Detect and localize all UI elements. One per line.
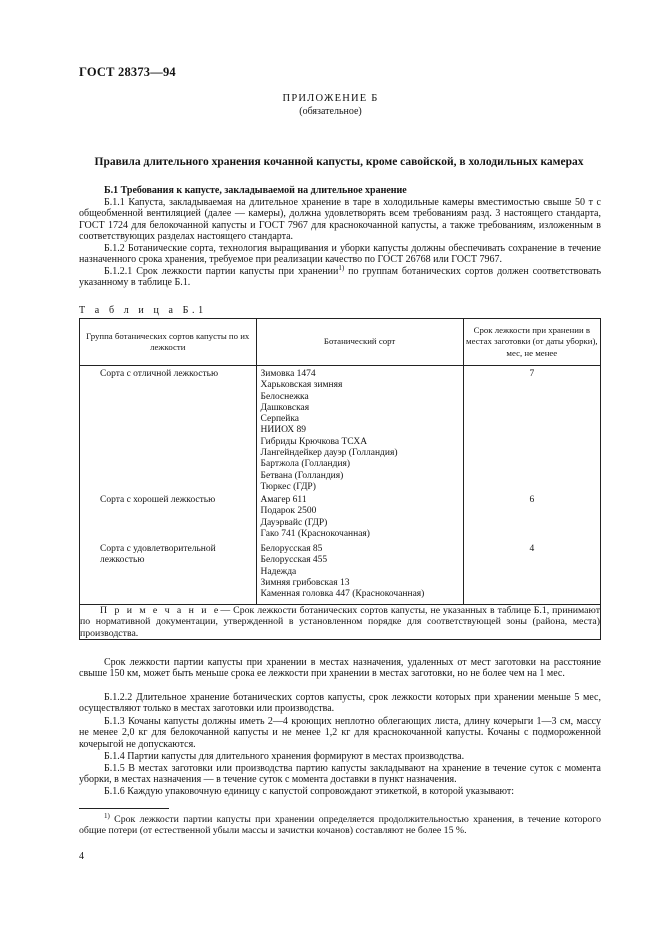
table-note-row	[80, 605, 601, 640]
sort-item: НИИОХ 89	[260, 425, 306, 436]
sorts-list-good	[257, 495, 463, 544]
footnote	[79, 814, 601, 837]
paragraph-text: Б.1.4 Партии капусты для длительного хранения формируют в местах производства.	[104, 751, 465, 762]
sorts-list-excellent	[257, 366, 463, 495]
footnote-text: Срок лежкости партии капусты при хранении определяется продолжительностью хранения, в течение которого общие потери (от естественной убыли массы и зачистки кочанов) составляют не более 15 %.	[79, 814, 601, 837]
sort-item: Зимовка 1474	[260, 369, 316, 379]
paragraph-text: Б.1.3 Кочаны капусты должны иметь 2—4 кроющих неплотно облегающих листа, длину кочерыги 1—3 см, массу не менее 2,0 кг для белокочанной капусты и не менее 1,2 кг для краснокочанной капусты. Кочаны с подмороженной кочерыгой не допускаются.	[79, 716, 601, 750]
table-note	[80, 605, 601, 640]
paragraph-b1-6	[79, 786, 601, 797]
sort-item: Лангейндейкер дауэр (Голландия)	[260, 448, 398, 459]
sorts-list-satisfactory	[257, 544, 463, 604]
group-excellent: Сорта с отличной лежкостью	[100, 369, 219, 379]
sort-item: Дашковская	[260, 402, 310, 413]
sort-item: Харьковская зимняя	[260, 380, 343, 391]
table-b1	[79, 318, 601, 640]
sort-item: Надежда	[260, 566, 297, 577]
paragraph-text: по группам ботанических сортов должен соответствовать указанному в таблице Б.1.	[79, 266, 601, 289]
sort-item: Тюркес (ГДР)	[260, 481, 316, 492]
paragraph-b1-2	[79, 243, 601, 266]
paragraph-text: Б.1.6 Каждую упаковочную единицу с капустой сопровождают этикеткой, в которой указывают:	[104, 786, 515, 797]
appendix-subtitle: (обязательное)	[299, 106, 362, 117]
sort-item: Каменная головка 447 (Краснокочанная)	[260, 589, 425, 600]
table-header-row	[80, 319, 601, 366]
group-satisfactory: Сорта с удовлетворительной лежкостью	[100, 544, 216, 566]
paragraph-text: Б.1.1 Капуста, закладываемая на длительное хранение в таре в холодильные камеры вместимостью свыше 50 т с общеобменной вентиляцией (далее — камеры), должна удовлетворять всем требованиям разд. 3 настоящего стандарта, ГОСТ 1724 для белокочанной капусты и ГОСТ 7967 для краснокочанной капусты, а также требованиям, изложенным в соответствующих разделах настоящего стандарта.	[79, 197, 601, 243]
paragraph-text: Б.1.2.1 Срок лежкости партии капусты при хранении	[104, 266, 339, 277]
paragraph-after-table	[79, 657, 601, 680]
term-satisfactory: 4	[529, 544, 535, 554]
doc-code-header: ГОСТ 28373—94	[79, 65, 176, 79]
appendix-title: ПРИЛОЖЕНИЕ Б	[282, 93, 379, 104]
sort-item: Зимняя грибовская 13	[260, 577, 350, 588]
sort-item: Гако 741 (Краснокочанная)	[260, 528, 370, 539]
paragraph-b1-4	[79, 751, 601, 762]
group-good: Сорта с хорошей лежкостью	[100, 495, 216, 505]
sort-item: Белорусская 85	[260, 544, 323, 554]
table-header-group: Группа ботанических сортов капусты по их лежкости	[80, 319, 257, 366]
page-number: 4	[79, 851, 84, 862]
sort-item: Гибриды Крючкова ТСХА	[260, 436, 368, 447]
term-good: 6	[529, 495, 535, 505]
main-title: Правила длительного хранения кочанной капусты, кроме савойской, в холодильных камерах	[94, 156, 584, 168]
table-header-term: Срок лежкости при хранении в местах заготовки (от даты уборки), мес, не менее	[463, 319, 600, 366]
term-excellent: 7	[529, 369, 535, 379]
sort-item: Белорусская 455	[260, 555, 328, 566]
sort-item: Бартжола (Голландия)	[260, 459, 351, 470]
sort-item: Амагер 611	[260, 495, 307, 505]
footnote-separator	[79, 808, 169, 809]
paragraph-b1-2-2	[79, 692, 601, 715]
section-heading-b1: Б.1 Требования к капусте, закладываемой на длительное хранение	[104, 185, 407, 196]
paragraph-b1-2-1	[79, 266, 601, 289]
sort-item: Белоснежка	[260, 391, 309, 402]
sort-item: Бетвана (Голландия)	[260, 470, 344, 481]
sort-item: Подарок 2500	[260, 506, 317, 517]
paragraph-text: Б.1.5 В местах заготовки или производства партию капусты закладывают на хранение в течение суток с момента уборки, в местах назначения — в течение суток с момента доставки в пункт назначения.	[79, 763, 601, 786]
note-text: — Срок лежкости ботанических сортов капусты, не указанных в таблице Б.1, принимают по нормативной документации, утвержденной в установленном порядке для соответствующей зоны (района, места) производства.	[80, 605, 601, 639]
paragraph-text: Срок лежкости партии капусты при хранении в местах назначения, удаленных от мест заготовки на расстояние свыше 150 км, может быть меньше срока ее лежкости при хранении в местах заготовки, но не более чем на 1 мес.	[79, 657, 601, 680]
paragraph-b1-3	[79, 716, 601, 750]
table-body-row	[80, 366, 601, 605]
paragraph-b1-1	[79, 197, 601, 243]
paragraph-text: Б.1.2.2 Длительное хранение ботанических сортов капусты, срок лежкости которых при хранении меньше 5 мес, осуществляют только в местах заготовки или производства.	[79, 692, 601, 715]
note-label: П р и м е ч а н и е	[100, 605, 221, 616]
footnote-marker: 1)	[104, 812, 110, 820]
sort-item: Дауэрвайс (ГДР)	[260, 517, 328, 528]
footnote-ref: 1)	[338, 264, 345, 272]
paragraph-b1-5	[79, 763, 601, 786]
table-caption: Т а б л и ц а Б.1	[79, 305, 207, 316]
paragraph-text: Б.1.2 Ботанические сорта, технология выращивания и уборки капусты должны обеспечивать сохранение в течение назначенного срока хранения, требуемое при реализации качество по ГОСТ 26768 или ГОСТ 7967.	[79, 243, 601, 266]
table-header-sort: Ботанический сорт	[256, 319, 463, 366]
sort-item: Серпейка	[260, 414, 300, 425]
